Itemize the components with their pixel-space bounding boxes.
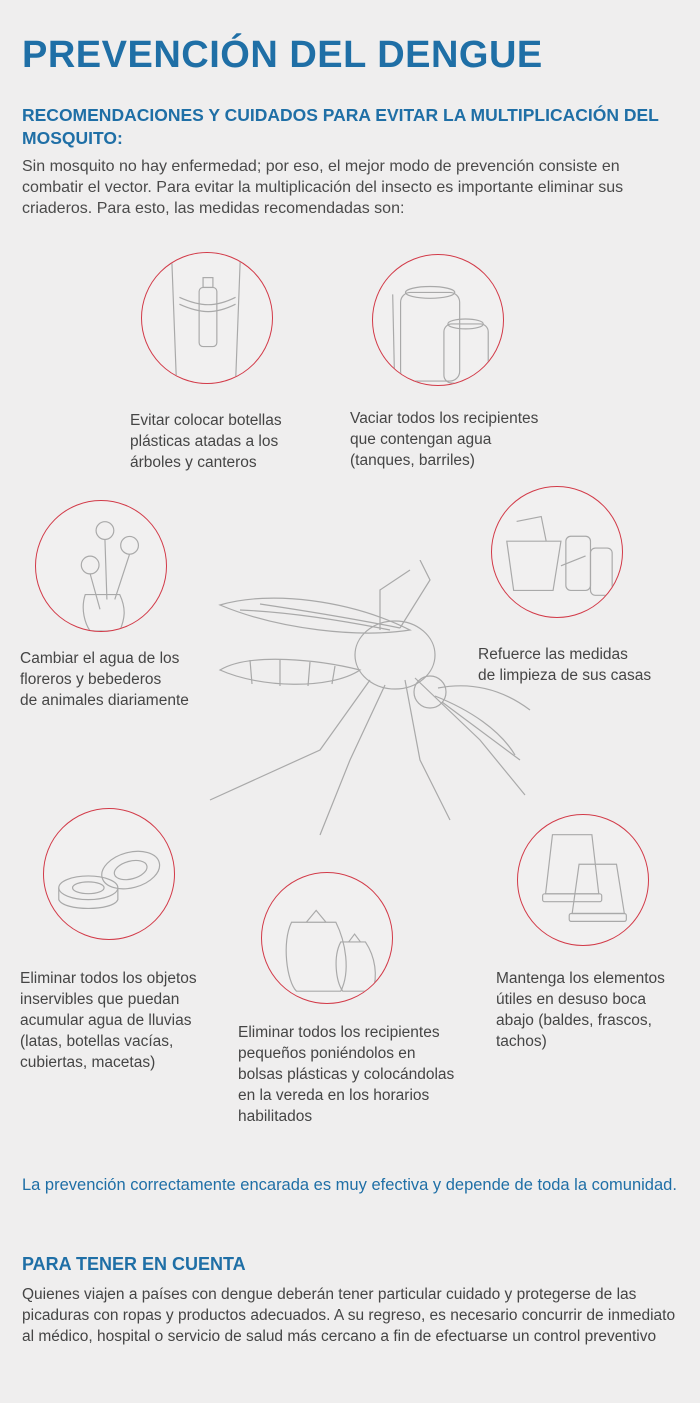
measure-caption-tanks: Vaciar todos los recipientes que contengan agua (tanques, barriles) (350, 410, 539, 469)
measure-caption-bags: Eliminar todos los recipientes pequeños poniéndolos en bolsas plásticas y colocándolas en la vereda en los horarios habilitados (238, 1024, 455, 1125)
flower-vase-icon (36, 501, 166, 631)
measure-caption-tires: Eliminar todos los objetos inservibles que puedan acumular agua de lluvias (latas, botellas vacías, cubiertas, macetas) (20, 970, 197, 1071)
page-title: PREVENCIÓN DEL DENGUE (22, 34, 543, 76)
trash-bags-icon (262, 873, 392, 1003)
measure-circle-buckets (517, 814, 649, 946)
measure-caption-vase: Cambiar el agua de los floreros y bebederos de animales diariamente (20, 650, 189, 709)
intro-paragraph: Sin mosquito no hay enfermedad; por eso, el mejor modo de prevención consiste en combatir el vector. Para evitar la multiplicación del insecto es importante eliminar sus criaderos. Para esto, las medidas recomendadas son: (22, 158, 624, 217)
measure-circle-tanks (372, 254, 504, 386)
measure-circle-bottle (141, 252, 273, 384)
notice-heading: PARA TENER EN CUENTA (22, 1254, 246, 1274)
measure-caption-buckets: Mantenga los elementos útiles en desuso boca abajo (baldes, frascos, tachos) (496, 970, 665, 1050)
measure-circle-cleaning (491, 486, 623, 618)
measure-circle-vase (35, 500, 167, 632)
tires-icon (44, 809, 174, 939)
cleaning-supplies-icon (492, 487, 622, 617)
measure-caption-cleaning: Refuerce las medidas de limpieza de sus casas (478, 646, 652, 684)
mosquito-icon (180, 560, 540, 840)
measure-circle-tires (43, 808, 175, 940)
bottle-tied-to-tree-icon (142, 253, 272, 383)
measure-circle-bags (261, 872, 393, 1004)
page-subtitle: RECOMENDACIONES Y CUIDADOS PARA EVITAR LA MULTIPLICACIÓN DEL MOSQUITO: (22, 105, 659, 148)
notice-text: Quienes viajen a países con dengue deberán tener particular cuidado y protegerse de las picaduras con ropas y productos adecuados. A su regreso, es necesario concurrir de inmediato al médico, hospital o servicio de salud más cercano a fin de efectuarse un control preventivo (22, 1286, 676, 1345)
upside-down-buckets-icon (518, 815, 648, 945)
measure-caption-bottle: Evitar colocar botellas plásticas atadas a los árboles y canteros (130, 412, 282, 471)
conclusion-text: La prevención correctamente encarada es muy efectiva y depende de toda la comunidad. (22, 1176, 677, 1194)
water-tanks-icon (373, 255, 503, 385)
